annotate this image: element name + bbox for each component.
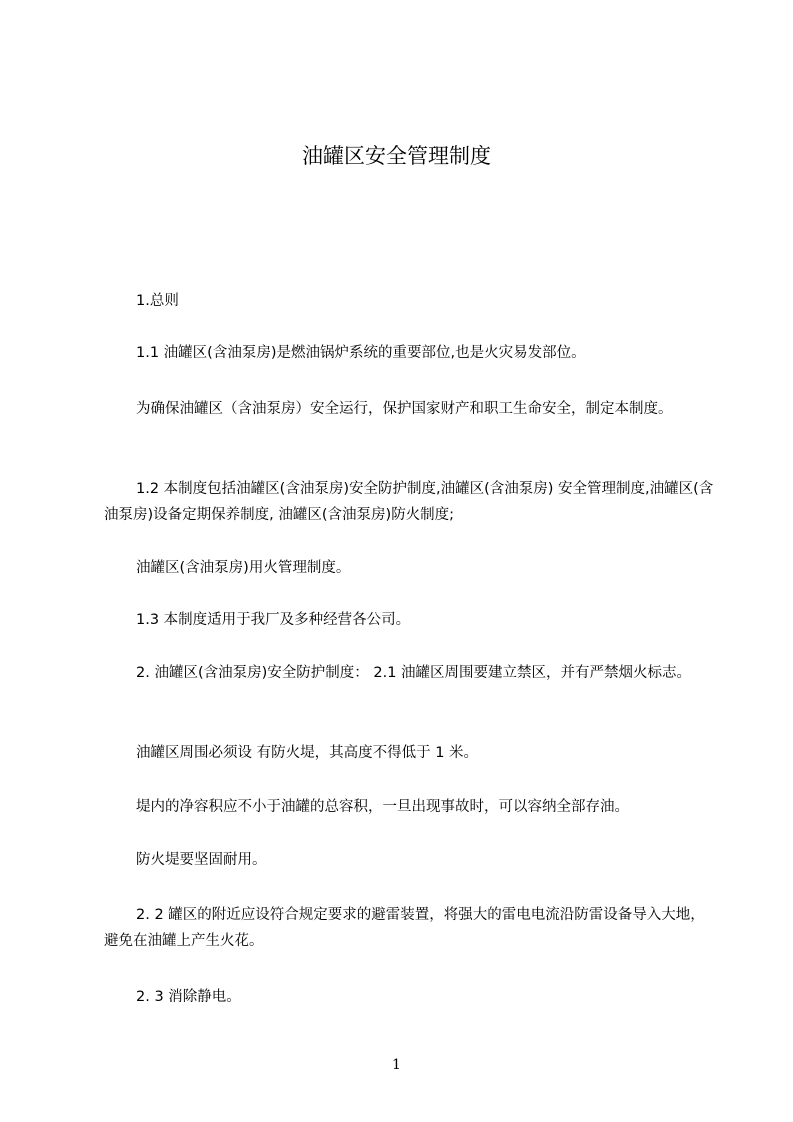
- paragraph-1-3: 1.3 本制度适用于我厂及多种经营各公司。: [136, 612, 411, 628]
- paragraph-2-protection: 2. 油罐区(含油泵房)安全防护制度： 2.1 油罐区周围要建立禁区，并有严禁烟火标志。: [136, 665, 692, 681]
- page-number: 1: [392, 1057, 401, 1073]
- paragraph-2-3: 2. 3 消除静电。: [136, 989, 241, 1005]
- paragraph-firewall: 油罐区周围必须设 有防火堤，其高度不得低于 1 米。: [136, 745, 479, 761]
- document-title: 油罐区安全管理制度: [302, 144, 491, 168]
- paragraph-1-1: 1.1 油罐区(含油泵房)是燃油锅炉系统的重要部位,也是火灾易发部位。: [136, 345, 586, 361]
- paragraph-general: 1.总则: [136, 293, 179, 309]
- paragraph-durable: 防火堤要坚固耐用。: [136, 852, 267, 868]
- paragraph-1-2: 1.2 本制度包括油罐区(含油泵房)安全防护制度,油罐区(含油泵房) 安全管理制度,油罐区(含油泵房)设备定期保养制度, 油罐区(含油泵房)防火制度;: [104, 481, 714, 523]
- paragraph-2-2: 2. 2 罐区的附近应设符合规定要求的避雷装置，将强大的雷电电流沿防雷设备导入大地，避免在油罐上产生火花。: [104, 907, 705, 949]
- paragraph-volume: 堤内的净容积应不小于油罐的总容积，一旦出现事故时，可以容纳全部存油。: [136, 799, 629, 815]
- paragraph-fire-use: 油罐区(含油泵房)用火管理制度。: [136, 560, 351, 576]
- paragraph-purpose: 为确保油罐区（含油泵房）安全运行，保护国家财产和职工生命安全，制定本制度。: [136, 401, 673, 417]
